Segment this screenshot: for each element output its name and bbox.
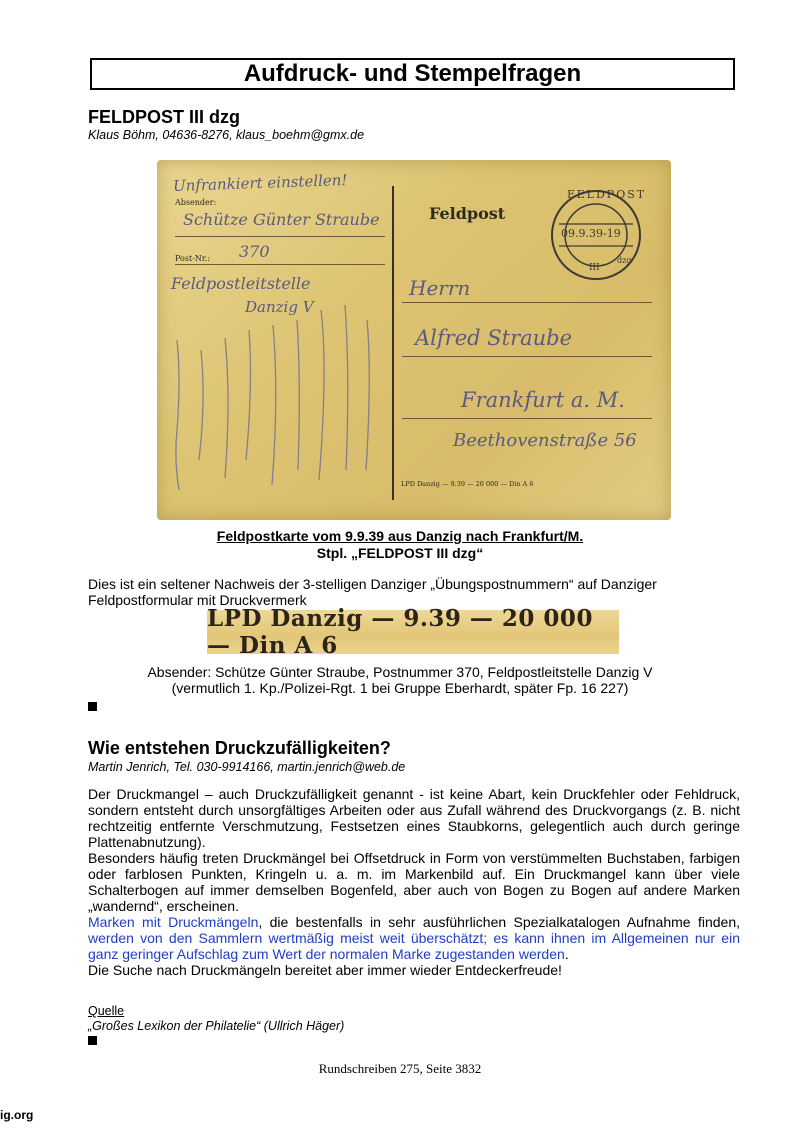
card-postnr-hand: 370 <box>239 242 270 261</box>
caption-line2: Stpl. „FELDPOST III dzg“ <box>316 545 484 561</box>
article2-para1: Der Druckmangel – auch Druckzufälligkeit genannt - ist keine Abart, kein Druckfehler oder Fehldruck, sondern entsteht durch unsorgfältiges Arbeiten oder aus Zufall während des Druckvorgangs (z. B. nicht rechtzeitig entfernte Verschmutzung, Festsetzen eines Staubkorns, gelegentlich auch durch geringe Plattenabnutzung). <box>88 786 740 850</box>
card-addr-line3: Frankfurt a. M. <box>461 388 625 412</box>
imprint-text: LPD Danzig — 9.39 — 20 000 — Din A 6 <box>207 605 593 659</box>
source-label: Quelle <box>88 1004 125 1018</box>
footer-url-fragment: ig.org <box>0 1108 34 1122</box>
postmark-top-text: FELDPOST <box>567 188 647 201</box>
card-line <box>402 302 652 303</box>
card-addr-line1: Herrn <box>409 276 471 300</box>
card-addr-line4: Beethovenstraße 56 <box>453 430 637 451</box>
article1-caption <box>0 528 800 562</box>
para3-blue-2: werden von den Sammlern wertmäßig meist weit überschätzt; es kann ihnen im Allgemeinen nur ein ganz geringer Aufschlag zum Wert der normalen Marke zugestanden werden <box>88 930 740 962</box>
para3-black-2: . <box>564 946 569 962</box>
intro-line1: Dies ist ein seltener Nachweis der 3-stelligen Danziger „Übungspostnummern“ auf Danziger <box>88 576 657 592</box>
imprint-detail-image <box>207 605 619 659</box>
card-feldpost-print: Feldpost <box>429 204 506 223</box>
para3-black-1: , die bestenfalls in sehr ausführlichen Spezialkatalogen Aufnahme finden, <box>258 914 740 930</box>
intro-line2: Feldpostformular mit Druckvermerk <box>88 592 307 608</box>
card-line <box>402 418 652 419</box>
card-line <box>402 356 652 357</box>
article2-title: Wie entstehen Druckzufälligkeiten? <box>88 738 391 758</box>
postmark-bottom-text: III <box>589 263 600 273</box>
postmark-date: 09.9.39-19 <box>561 227 621 240</box>
article2-para3 <box>88 914 740 962</box>
para3-blue-1: Marken mit Druckmängeln <box>88 914 259 930</box>
article2-author: Martin Jenrich, Tel. 030-9914166, martin.jenrich@web.de <box>88 760 406 774</box>
card-hand-note: Unfrankiert einstellen! <box>172 170 348 196</box>
article2-para2: Besonders häufig treten Druckmängel bei Offsetdruck in Form von verstümmelten Buchstaben, farbigen oder farblosen Punkten, Kringeln u. a. m. im Markenbild auf. Ein Druckmangel kann über viele Schalterbogen auf immer demselben Bogenfeld, aber auch von Bogen zu Bogen auf andere Marken „wandernd“, erscheinen. <box>88 850 740 914</box>
end-marker <box>88 702 97 711</box>
card-divider <box>392 186 394 500</box>
card-imprint-small: LPD Danzig — 9.39 — 20 000 — Din A 6 <box>401 480 534 488</box>
article1-title: FELDPOST III dzg <box>88 107 240 127</box>
postmark-dzg-text: dzg <box>617 256 632 265</box>
card-postnr-label: Post-Nr.: <box>175 254 211 263</box>
card-absender-label: Absender: <box>175 198 217 207</box>
sender-info <box>0 664 800 696</box>
article2-body <box>88 786 740 978</box>
article1-intro <box>88 576 738 608</box>
end-marker <box>88 1036 97 1045</box>
card-stelle-hand: Feldpostleitstelle <box>171 274 311 293</box>
article2-para4: Die Suche nach Druckmängeln bereitet aber immer wieder Entdeckerfreude! <box>88 962 562 978</box>
caption-line1: Feldpostkarte vom 9.9.39 aus Danzig nach Frankfurt/M. <box>216 528 584 544</box>
footer-page-info: Rundschreiben 275, Seite 3832 <box>318 1061 482 1076</box>
feldpost-card-image <box>157 160 671 520</box>
card-sender-hand: Schütze Günter Straube <box>183 210 380 229</box>
card-city-hand: Danzig V <box>245 298 314 316</box>
source-text: „Großes Lexikon der Philatelie“ (Ullrich Häger) <box>88 1019 345 1033</box>
page-title: Aufdruck- und Stempelfragen <box>243 60 582 87</box>
article1-author: Klaus Böhm, 04636-8276, klaus_boehm@gmx.de <box>88 128 365 142</box>
page-header <box>90 58 735 90</box>
sender-info-line1: Absender: Schütze Günter Straube, Postnummer 370, Feldpostleitstelle Danzig V <box>147 664 653 680</box>
sender-info-line2: (vermutlich 1. Kp./Polizei-Rgt. 1 bei Gruppe Eberhardt, später Fp. 16 227) <box>171 680 629 696</box>
card-addr-line2: Alfred Straube <box>415 326 573 350</box>
